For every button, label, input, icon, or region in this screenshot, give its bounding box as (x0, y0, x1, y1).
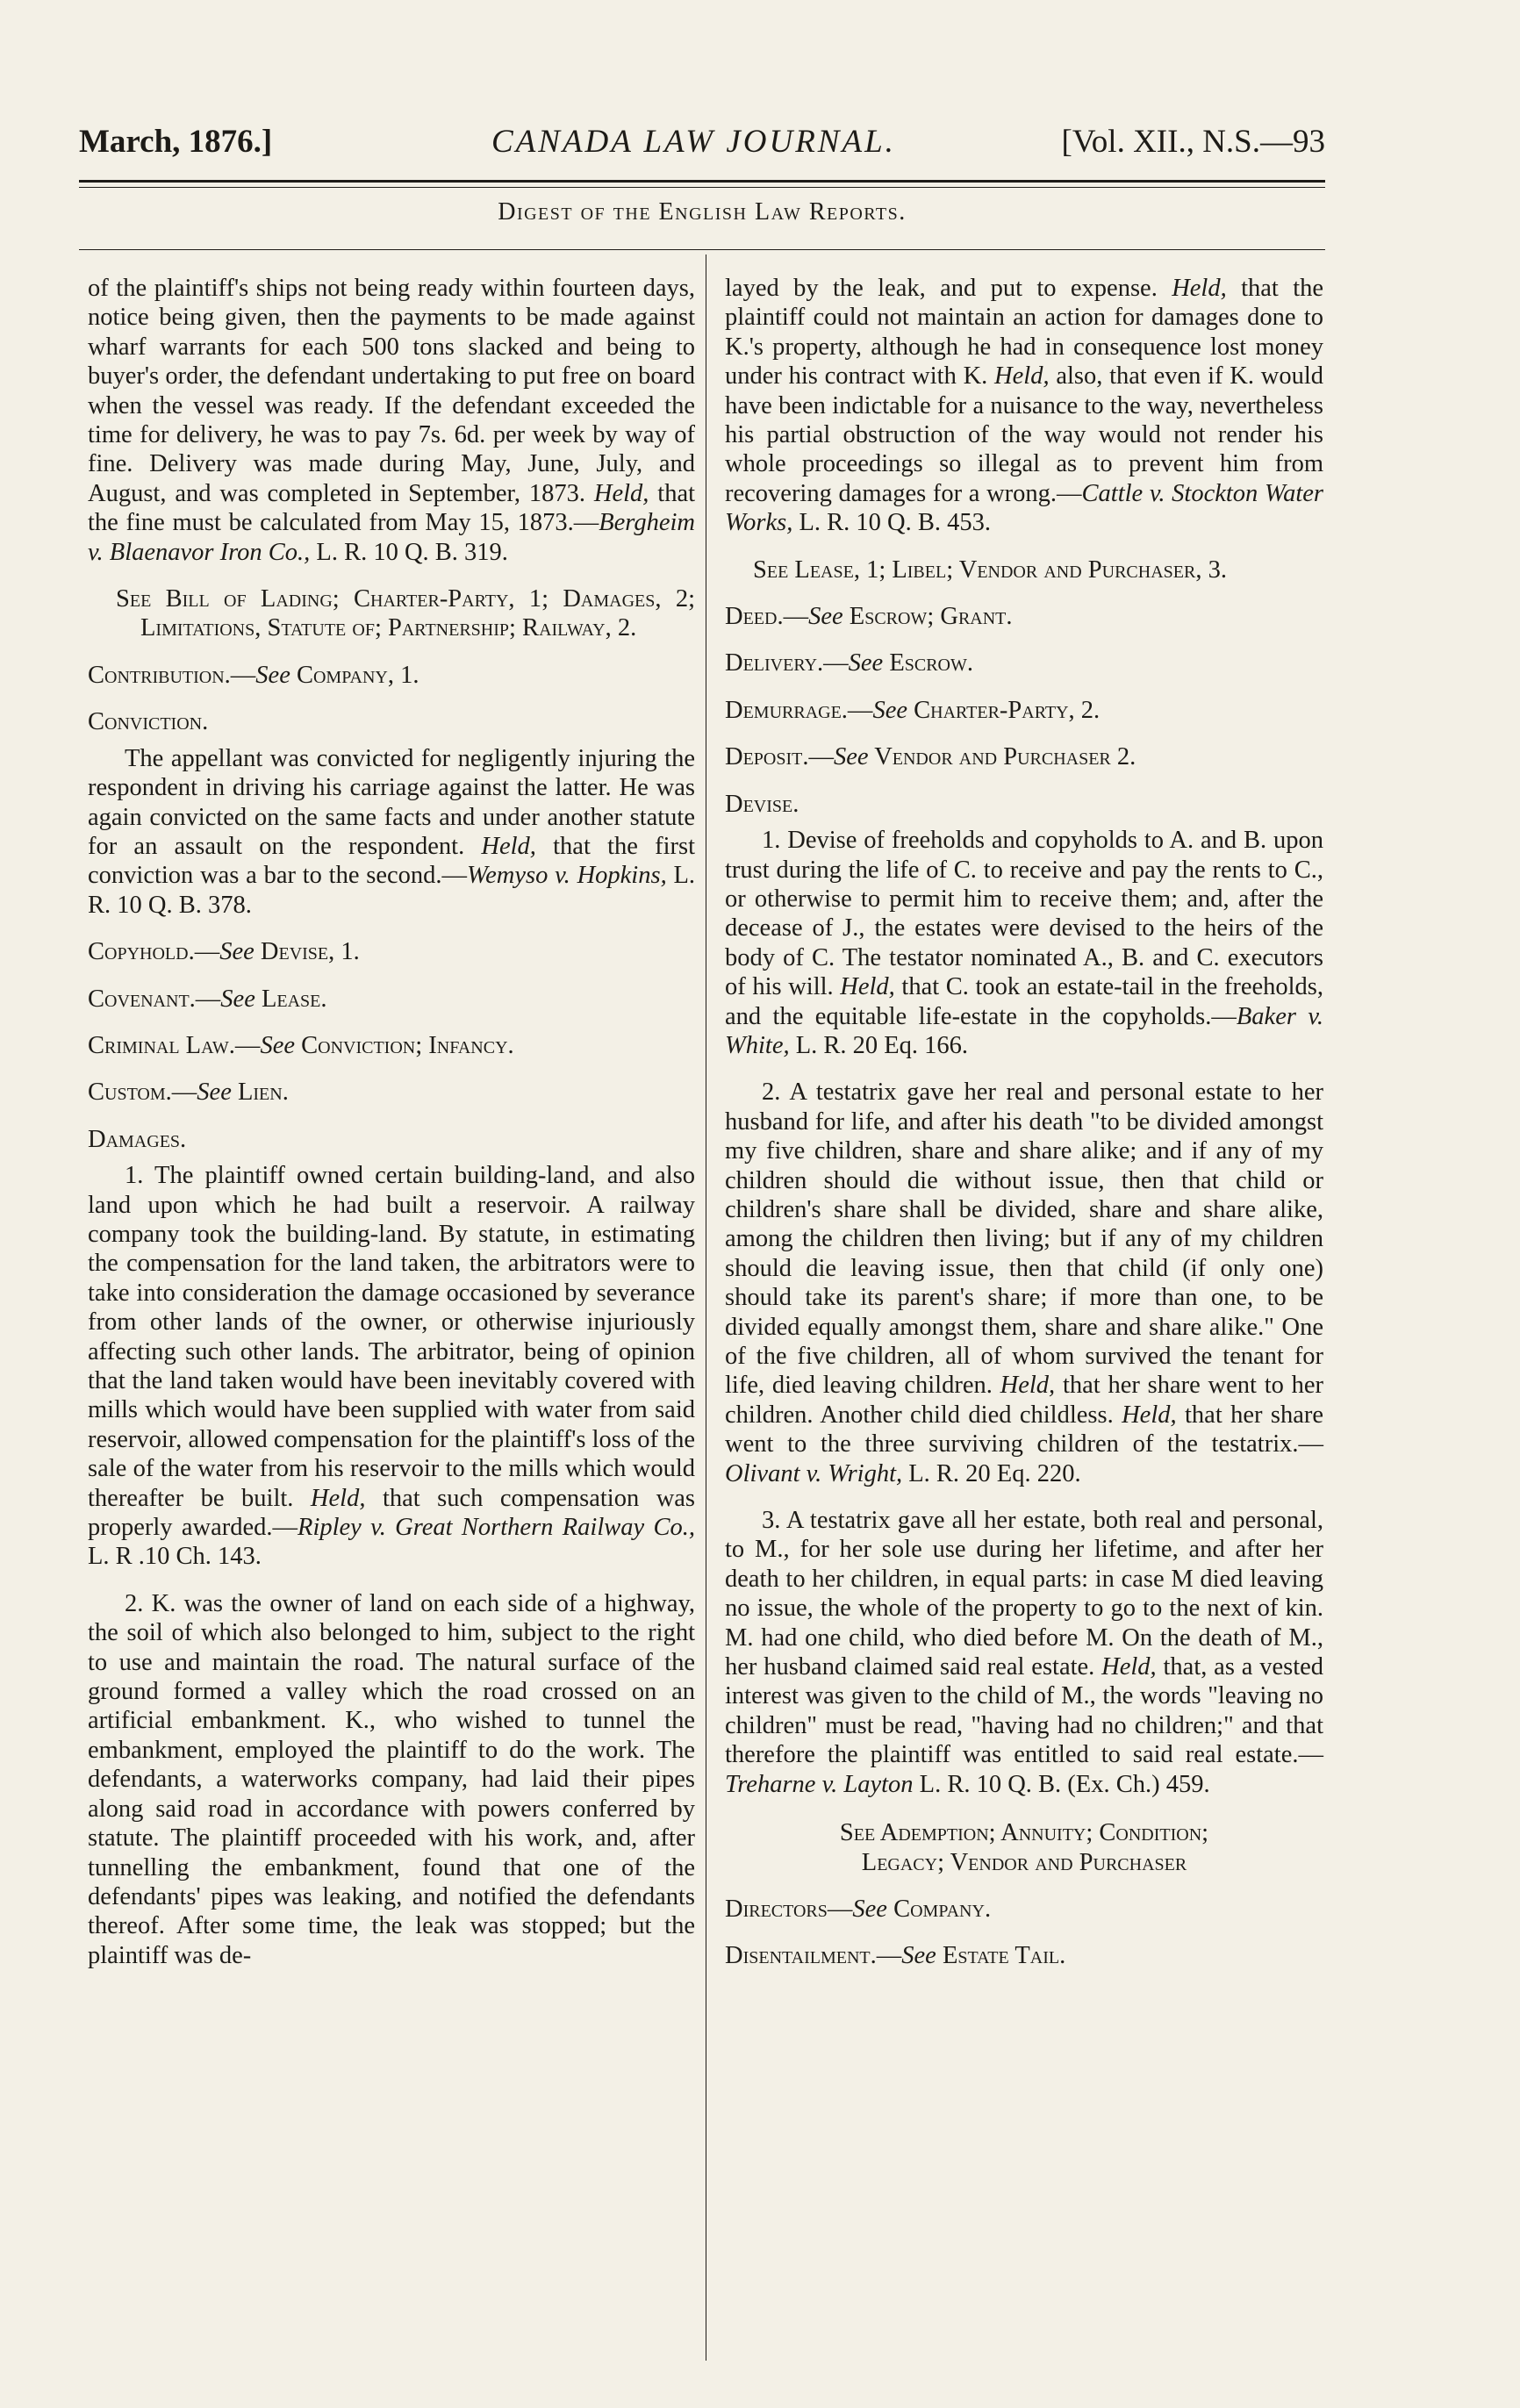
heading-conviction: Conviction. (88, 708, 209, 736)
heading-damages: Damages. (88, 1125, 187, 1153)
entry-covenant: Covenant.—See Lease. (88, 985, 327, 1013)
see-also-3: See Ademption; Annuity; Condition; Legacy; Vendor and Purchaser (839, 1819, 1209, 1876)
entry-contribution: Contribution.—See Company, 1. (88, 661, 419, 689)
continued-paragraph: of the plaintiff's ships not being ready within fourteen days, notice being given, then the payments to be made against wharf warrants for each 500 tons slacked and being to buyer's order, the defendant undertaking to put free on board when the vessel was ready. If the defendant exceeded the time for delivery, he was to pay 7s. 6d. per week by way of fine. Delivery was made during May, June, July, and August, and was completed in September, 1873. Held, that the fine must be calculated from May 15, 1873.—Bergheim v. Blaenavor Iron Co., L. R. 10 Q. B. 319. (88, 275, 696, 566)
heading-devise: Devise. (725, 790, 799, 818)
entry-deed: Deed.—See Escrow; Grant. (725, 603, 1013, 631)
header-rule-thin (79, 187, 1325, 188)
damages-2: 2. K. was the owner of land on each side of a highway, the soil of which also belonged to him, subject to the right to use and maintain the road. The natural surface of the ground formed a valley which the road crossed on an artificial embankment. K., who wished to tunnel the embankment, employed the plaintiff to do the work. The defendants, a waterworks company, had laid their pipes along said road in accordance with powers conferred by statute. The plaintiff proceeded with his work, and, after tunnelling the embankment, found that one of the defendants' pipes was leaking, and notified the defendants thereof. After some time, the leak was stopped; but the plaintiff was de- (88, 1589, 695, 1969)
see-also-2: See Lease, 1; Libel; Vendor and Purchaser, 3. (753, 555, 1227, 584)
left-column (88, 274, 695, 1970)
running-head (79, 123, 1325, 176)
volume-page: [Vol. XII., N.S.—93 (1061, 124, 1325, 160)
section-rule (79, 249, 1325, 250)
devise-1: 1. Devise of freeholds and copyholds to A. and B. upon trust during the life of C. to receive and pay the rents to C., or otherwise to permit him to receive them; and, after the decease of J., the estates were devised to the heirs of the body of C. The testator nominated A., B. and C. executors of his will. Held, that C. took an estate-tail in the freeholds, and the equitable life-estate in the copyholds.—Baker v. White, L. R. 20 Eq. 166. (725, 827, 1323, 1059)
right-column (725, 274, 1323, 1971)
damages-1: 1. The plaintiff owned certain building-land, and also land upon which he had built a reservoir. A railway company took the building-land. By statute, in estimating the compensation for the land taken, the arbitrators were to take into consideration the damage occasioned by severance from other lands of the owner, or otherwise injuriously affecting such other lands. The arbitrator, being of opinion that the land taken would have been inevitably covered with mills which would have been supplied with water from said reservoir, allowed compensation for the plaintiff's loss of the sale of the water from his reservoir to the mills which would thereafter be built. Held, that such compensation was properly awarded.—Ripley v. Great Northern Railway Co., L. R .10 Ch. 143. (88, 1162, 696, 1571)
entry-demurrage: Demurrage.—See Charter-Party, 2. (725, 696, 1101, 724)
journal-title: CANADA LAW JOURNAL. (491, 124, 896, 160)
entry-custom: Custom.—See Lien. (88, 1079, 289, 1107)
devise-3: 3. A testatrix gave all her estate, both real and personal, to M., for her sole use during her lifetime, and after her death to her children, in equal parts: in case M died leaving no issue, the whole of the property to go to the next of kin. M. had one child, who died before M. On the death of M., her husband claimed said real estate. Held, that, as a vested interest was given to the child of M., the words "leaving no children" must be read, "having had no children;" and that therefore the plaintiff was entitled to said real estate.—Treharne v. Layton L. R. 10 Q. B. (Ex. Ch.) 459. (725, 1507, 1324, 1798)
entry-directors: Directors—See Company. (725, 1895, 992, 1923)
section-title: Digest of the English Law Reports. (498, 198, 907, 226)
conviction-text: The appellant was convicted for negligently injuring the respondent in driving his carriage against the latter. He was again convicted on the same facts and under another statute for an assault on the respondent. Held, that the first conviction was a bar to the second.—Wemyso v. Hopkins, L. R. 10 Q. B. 378. (88, 744, 696, 919)
entry-disentailment: Disentailment.—See Estate Tail. (725, 1942, 1066, 1970)
devise-2: 2. A testatrix gave her real and personal estate to her husband for life, and after his death "to be divided amongst my five children, share and share alike; and if any of my children should die without issue, then that child or children's share shall be divided, share and share alike, among the children then living; but if any of my children should die leaving issue, then that child (if only one) should take its parent's share; if more than one, to be divided equally amongst them, share and share alike." One of the five children, all of whom survived the tenant for life, died leaving children. Held, that her share went to her children. Another child died childless. Held, that her share went to the three surviving children of the testatrix.—Olivant v. Wright, L. R. 20 Eq. 220. (725, 1079, 1324, 1487)
continued-paragraph-right: layed by the leak, and put to expense. Held, that the plaintiff could not maintain an action for damages done to K.'s property, although he had in consequence lost money under his contract with K. Held, also, that even if K. would have been indictable for a nuisance to the way, nevertheless his partial obstruction of the way would not render his whole proceedings so illegal as to prevent him from recovering damages for a wrong.—Cattle v. Stockton Water Works, L. R. 10 Q. B. 453. (725, 275, 1324, 537)
issue-date: March, 1876.] (79, 124, 273, 160)
entry-copyhold: Copyhold.—See Devise, 1. (88, 938, 360, 966)
entry-deposit: Deposit.—See Vendor and Purchaser 2. (725, 743, 1136, 771)
header-rule-thick (79, 180, 1325, 183)
see-also-1: See Bill of Lading; Charter-Party, 1; Damages, 2; Limitations, Statute of; Partnership; Railway, 2. (116, 585, 695, 642)
entry-delivery: Delivery.—See Escrow. (725, 649, 973, 677)
entry-criminal-law: Criminal Law.—See Conviction; Infancy. (88, 1031, 514, 1059)
